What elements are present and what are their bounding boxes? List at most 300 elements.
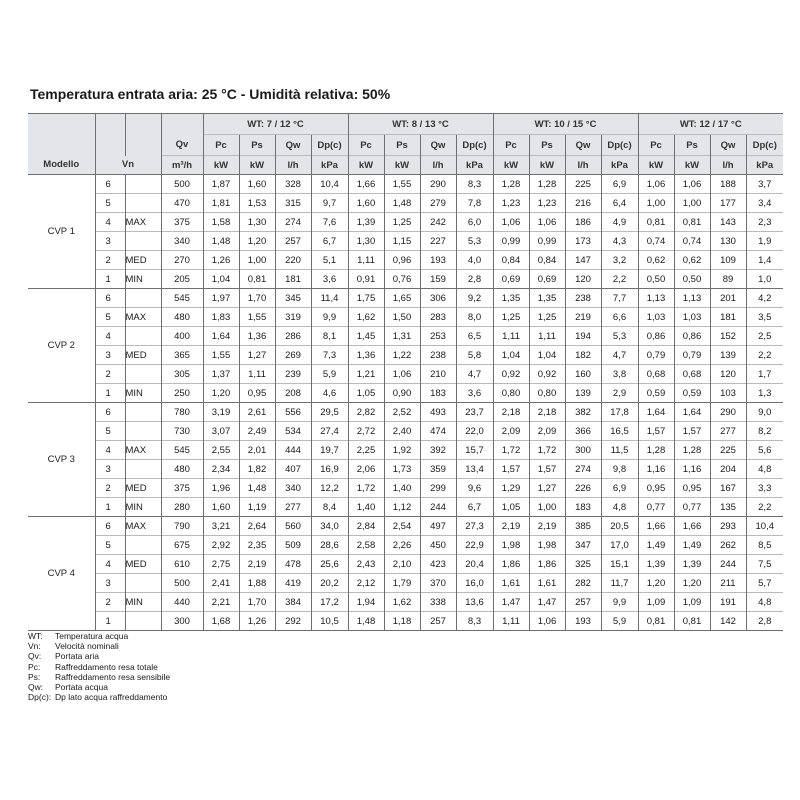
cell-value: 2,72 [348, 422, 384, 441]
cell-value: 450 [420, 536, 456, 555]
cell-value: 1,64 [203, 327, 239, 346]
cell-value: 283 [420, 308, 456, 327]
cell-value: 1,39 [348, 213, 384, 232]
legend-key: Ps: [28, 671, 41, 682]
speed-step: 2 [95, 479, 125, 498]
legend-item [28, 672, 170, 682]
cell-value: 3,21 [203, 517, 239, 536]
table-row [28, 308, 783, 327]
cell-value: 1,35 [493, 289, 529, 308]
cell-value: 160 [565, 365, 601, 384]
cell-value: 2,26 [384, 536, 420, 555]
cell-value: 16,0 [456, 574, 493, 593]
cell-value: 0,84 [493, 251, 529, 270]
cell-value: 29,5 [311, 403, 348, 422]
cell-value: 290 [710, 403, 746, 422]
cell-value: 1,70 [239, 289, 275, 308]
cell-value: 340 [275, 479, 311, 498]
cell-value: 11,7 [601, 574, 638, 593]
cell-value: 0,50 [638, 270, 674, 289]
cell-value: 9,9 [601, 593, 638, 612]
cell-value: 211 [710, 574, 746, 593]
table-row [28, 365, 783, 384]
cell-value: 1,48 [384, 194, 420, 213]
unit-kw: kW [529, 156, 565, 175]
cell-value: 181 [275, 270, 311, 289]
speed-label [125, 460, 161, 479]
cell-value: 1,88 [239, 574, 275, 593]
cell-value: 0,86 [638, 327, 674, 346]
cell-value: 109 [710, 251, 746, 270]
speed-step: 2 [95, 593, 125, 612]
cell-value: 1,03 [638, 308, 674, 327]
cell-value: 500 [161, 175, 203, 194]
cell-value: 193 [565, 612, 601, 631]
cell-value: 385 [565, 517, 601, 536]
cell-value: 444 [275, 441, 311, 460]
cell-value: 2,54 [384, 517, 420, 536]
cell-value: 1,61 [493, 574, 529, 593]
col-header-ps: Ps [529, 135, 565, 156]
col-header-ps: Ps [239, 135, 275, 156]
cell-value: 4,3 [601, 232, 638, 251]
cell-value: 2,82 [348, 403, 384, 422]
cell-value: 1,50 [384, 308, 420, 327]
cell-value: 500 [161, 574, 203, 593]
cell-value: 0,81 [638, 612, 674, 631]
speed-label: MED [125, 555, 161, 574]
cell-value: 1,06 [493, 213, 529, 232]
cell-value: 2,84 [348, 517, 384, 536]
cell-value: 1,64 [638, 403, 674, 422]
cell-value: 730 [161, 422, 203, 441]
cell-value: 242 [420, 213, 456, 232]
cell-value: 1,05 [493, 498, 529, 517]
cell-value: 0,79 [638, 346, 674, 365]
cell-value: 9,8 [601, 460, 638, 479]
cell-value: 177 [710, 194, 746, 213]
cell-value: 3,6 [311, 270, 348, 289]
cell-value: 1,04 [203, 270, 239, 289]
table-row [28, 384, 783, 403]
speed-step: 6 [95, 175, 125, 194]
cell-value: 1,72 [348, 479, 384, 498]
unit-kw: kW [239, 156, 275, 175]
legend-key: Qv: [28, 651, 42, 662]
cell-value: 382 [565, 403, 601, 422]
cell-value: 1,83 [203, 308, 239, 327]
cell-value: 143 [710, 213, 746, 232]
cell-value: 1,30 [239, 213, 275, 232]
cell-value: 274 [565, 460, 601, 479]
cell-value: 1,75 [348, 289, 384, 308]
cell-value: 1,11 [529, 327, 565, 346]
speed-label: MAX [125, 308, 161, 327]
legend-item [28, 692, 170, 702]
cell-value: 0,62 [638, 251, 674, 270]
speed-step: 5 [95, 422, 125, 441]
cell-value: 293 [710, 517, 746, 536]
table-row [28, 593, 783, 612]
table-row [28, 270, 783, 289]
cell-value: 89 [710, 270, 746, 289]
cell-value: 9,6 [456, 479, 493, 498]
cell-value: 2,19 [529, 517, 565, 536]
cell-value: 407 [275, 460, 311, 479]
model-name: CVP 1 [28, 175, 95, 289]
speed-label [125, 422, 161, 441]
unit-kpa: kPa [601, 156, 638, 175]
cell-value: 1,55 [203, 346, 239, 365]
cell-value: 1,09 [674, 593, 710, 612]
cell-value: 22,0 [456, 422, 493, 441]
cell-value: 2,8 [456, 270, 493, 289]
cell-value: 8,4 [311, 498, 348, 517]
speed-step: 3 [95, 460, 125, 479]
cell-value: 1,40 [348, 498, 384, 517]
cell-value: 9,9 [311, 308, 348, 327]
cell-value: 2,09 [493, 422, 529, 441]
unit-lh: l/h [710, 156, 746, 175]
cell-value: 300 [161, 612, 203, 631]
cell-value: 0,68 [674, 365, 710, 384]
speed-label [125, 612, 161, 631]
group-header-wt-8-13: WT: 8 / 13 °C [348, 114, 493, 135]
cell-value: 1,00 [529, 498, 565, 517]
cell-value: 2,2 [746, 498, 783, 517]
cell-value: 1,65 [384, 289, 420, 308]
speed-label [125, 536, 161, 555]
cell-value: 2,18 [529, 403, 565, 422]
cell-value: 1,16 [674, 460, 710, 479]
cell-value: 470 [161, 194, 203, 213]
cell-value: 345 [275, 289, 311, 308]
cell-value: 1,26 [203, 251, 239, 270]
table-row [28, 422, 783, 441]
cell-value: 4,9 [601, 213, 638, 232]
cell-value: 3,5 [746, 308, 783, 327]
unit-kw: kW [348, 156, 384, 175]
cell-value: 2,64 [239, 517, 275, 536]
cell-value: 9,0 [746, 403, 783, 422]
unit-lh: l/h [275, 156, 311, 175]
page-title: Temperatura entrata aria: 25 °C - Umidità relativa: 50% [30, 86, 391, 102]
cell-value: 1,62 [348, 308, 384, 327]
cell-value: 1,39 [638, 555, 674, 574]
cell-value: 1,20 [203, 384, 239, 403]
model-name: CVP 2 [28, 289, 95, 403]
cell-value: 384 [275, 593, 311, 612]
cell-value: 181 [710, 308, 746, 327]
table-row [28, 175, 783, 194]
cell-value: 182 [565, 346, 601, 365]
cell-value: 7,3 [311, 346, 348, 365]
cell-value: 300 [565, 441, 601, 460]
cell-value: 6,7 [311, 232, 348, 251]
unit-kw: kW [384, 156, 420, 175]
cell-value: 1,45 [348, 327, 384, 346]
cell-value: 1,31 [384, 327, 420, 346]
cell-value: 130 [710, 232, 746, 251]
cell-value: 440 [161, 593, 203, 612]
speed-label: MAX [125, 441, 161, 460]
speed-label: MAX [125, 213, 161, 232]
speed-label [125, 175, 161, 194]
cell-value: 201 [710, 289, 746, 308]
table-row [28, 536, 783, 555]
cell-value: 365 [161, 346, 203, 365]
speed-step: 5 [95, 308, 125, 327]
cell-value: 290 [420, 175, 456, 194]
cell-value: 0,80 [493, 384, 529, 403]
speed-step: 2 [95, 251, 125, 270]
speed-label [125, 365, 161, 384]
legend-key: Qw: [28, 682, 44, 693]
cell-value: 509 [275, 536, 311, 555]
cell-value: 370 [420, 574, 456, 593]
cell-value: 1,04 [529, 346, 565, 365]
cell-value: 1,36 [348, 346, 384, 365]
speed-step: 3 [95, 346, 125, 365]
cell-value: 10,4 [311, 175, 348, 194]
cell-value: 270 [161, 251, 203, 270]
col-header-qw: Qw [420, 135, 456, 156]
col-header-pc: Pc [638, 135, 674, 156]
cell-value: 1,9 [746, 232, 783, 251]
cell-value: 1,00 [239, 251, 275, 270]
cell-value: 15,1 [601, 555, 638, 574]
table-row [28, 403, 783, 422]
legend-text: Raffreddamento resa totale [55, 661, 158, 672]
cell-value: 20,2 [311, 574, 348, 593]
speed-step: 2 [95, 365, 125, 384]
cell-value: 6,9 [601, 175, 638, 194]
cell-value: 1,48 [239, 479, 275, 498]
qv-header: Qv [161, 135, 203, 156]
cell-value: 347 [565, 536, 601, 555]
col-header-qw: Qw [565, 135, 601, 156]
cell-value: 139 [565, 384, 601, 403]
cell-value: 1,49 [638, 536, 674, 555]
cell-value: 186 [565, 213, 601, 232]
cell-value: 2,06 [348, 460, 384, 479]
cell-value: 3,07 [203, 422, 239, 441]
cell-value: 4,8 [746, 593, 783, 612]
cell-value: 1,87 [203, 175, 239, 194]
cell-value: 2,52 [384, 403, 420, 422]
cell-value: 610 [161, 555, 203, 574]
cell-value: 1,57 [493, 460, 529, 479]
speed-label [125, 289, 161, 308]
cell-value: 1,68 [203, 612, 239, 631]
cell-value: 0,68 [638, 365, 674, 384]
cell-value: 375 [161, 479, 203, 498]
speed-step: 6 [95, 403, 125, 422]
unit-kw: kW [493, 156, 529, 175]
cell-value: 1,55 [239, 308, 275, 327]
cell-value: 1,11 [493, 612, 529, 631]
cell-value: 262 [710, 536, 746, 555]
speed-step: 4 [95, 327, 125, 346]
cell-value: 0,99 [529, 232, 565, 251]
cell-value: 34,0 [311, 517, 348, 536]
cell-value: 19,7 [311, 441, 348, 460]
cell-value: 0,86 [674, 327, 710, 346]
table-row [28, 555, 783, 574]
cell-value: 3,4 [746, 194, 783, 213]
cell-value: 545 [161, 441, 203, 460]
speed-step: 4 [95, 441, 125, 460]
legend-item [28, 631, 170, 641]
cell-value: 478 [275, 555, 311, 574]
cell-value: 4,2 [746, 289, 783, 308]
speed-step: 4 [95, 555, 125, 574]
cell-value: 1,11 [239, 365, 275, 384]
speed-step: 1 [95, 498, 125, 517]
cell-value: 2,34 [203, 460, 239, 479]
cell-value: 8,2 [746, 422, 783, 441]
speed-step: 1 [95, 612, 125, 631]
cell-value: 780 [161, 403, 203, 422]
cell-value: 13,4 [456, 460, 493, 479]
cell-value: 204 [710, 460, 746, 479]
cell-value: 0,81 [674, 213, 710, 232]
legend-item [28, 641, 170, 651]
cell-value: 1,60 [239, 175, 275, 194]
cell-value: 1,03 [674, 308, 710, 327]
cell-value: 1,94 [348, 593, 384, 612]
cell-value: 279 [420, 194, 456, 213]
cell-value: 0,91 [348, 270, 384, 289]
cell-value: 1,22 [384, 346, 420, 365]
cell-value: 10,5 [311, 612, 348, 631]
cell-value: 5,1 [311, 251, 348, 270]
legend-key: Vn: [28, 641, 41, 652]
cell-value: 0,84 [529, 251, 565, 270]
cell-value: 292 [275, 612, 311, 631]
cell-value: 1,06 [529, 213, 565, 232]
cell-value: 1,86 [529, 555, 565, 574]
cell-value: 5,7 [746, 574, 783, 593]
cell-value: 282 [565, 574, 601, 593]
table-body [28, 175, 783, 631]
col-header-qw: Qw [275, 135, 311, 156]
cell-value: 167 [710, 479, 746, 498]
cell-value: 1,20 [674, 574, 710, 593]
cell-value: 2,55 [203, 441, 239, 460]
table-row [28, 479, 783, 498]
cell-value: 1,98 [529, 536, 565, 555]
cell-value: 2,21 [203, 593, 239, 612]
cell-value: 1,86 [493, 555, 529, 574]
cell-value: 2,75 [203, 555, 239, 574]
speed-step: 5 [95, 194, 125, 213]
cell-value: 1,72 [493, 441, 529, 460]
cell-value: 8,0 [456, 308, 493, 327]
model-name: CVP 4 [28, 517, 95, 631]
cell-value: 0,74 [638, 232, 674, 251]
cell-value: 17,0 [601, 536, 638, 555]
cell-value: 1,64 [674, 403, 710, 422]
cell-value: 1,27 [529, 479, 565, 498]
table-row [28, 517, 783, 536]
cell-value: 7,6 [311, 213, 348, 232]
cell-value: 1,00 [638, 194, 674, 213]
cell-value: 2,5 [746, 327, 783, 346]
cell-value: 238 [565, 289, 601, 308]
cell-value: 1,57 [638, 422, 674, 441]
cell-value: 0,90 [384, 384, 420, 403]
cell-value: 1,15 [384, 232, 420, 251]
cell-value: 25,6 [311, 555, 348, 574]
cell-value: 22,9 [456, 536, 493, 555]
cell-value: 1,00 [674, 194, 710, 213]
cell-value: 20,5 [601, 517, 638, 536]
cell-value: 8,5 [746, 536, 783, 555]
cell-value: 5,3 [601, 327, 638, 346]
cell-value: 0,80 [529, 384, 565, 403]
cell-value: 2,9 [601, 384, 638, 403]
cell-value: 6,5 [456, 327, 493, 346]
cell-value: 1,60 [348, 194, 384, 213]
cell-value: 6,7 [456, 498, 493, 517]
cell-value: 5,9 [311, 365, 348, 384]
cell-value: 0,81 [674, 612, 710, 631]
group-header-wt-7-12: WT: 7 / 12 °C [203, 114, 348, 135]
cell-value: 1,06 [674, 175, 710, 194]
cell-value: 8,1 [311, 327, 348, 346]
unit-kpa: kPa [311, 156, 348, 175]
cell-value: 0,95 [674, 479, 710, 498]
cell-value: 2,49 [239, 422, 275, 441]
speed-step: 5 [95, 536, 125, 555]
cell-value: 0,92 [529, 365, 565, 384]
unit-lh: l/h [420, 156, 456, 175]
cell-value: 0,95 [638, 479, 674, 498]
cell-value: 1,40 [384, 479, 420, 498]
cell-value: 480 [161, 308, 203, 327]
performance-table [28, 113, 783, 631]
unit-lh: l/h [565, 156, 601, 175]
cell-value: 1,20 [638, 574, 674, 593]
legend-item [28, 662, 170, 672]
cell-value: 480 [161, 460, 203, 479]
cell-value: 1,62 [384, 593, 420, 612]
cell-value: 3,19 [203, 403, 239, 422]
cell-value: 1,66 [638, 517, 674, 536]
cell-value: 1,25 [493, 308, 529, 327]
cell-value: 1,81 [203, 194, 239, 213]
cell-value: 1,28 [638, 441, 674, 460]
cell-value: 1,70 [239, 593, 275, 612]
speed-label [125, 194, 161, 213]
unit-kw: kW [638, 156, 674, 175]
table-row [28, 251, 783, 270]
col-header-pc: Pc [348, 135, 384, 156]
cell-value: 1,57 [674, 422, 710, 441]
cell-value: 2,19 [239, 555, 275, 574]
speed-label: MIN [125, 384, 161, 403]
cell-value: 0,74 [674, 232, 710, 251]
cell-value: 2,3 [746, 213, 783, 232]
cell-value: 257 [275, 232, 311, 251]
cell-value: 191 [710, 593, 746, 612]
legend-text: Velocità nominali [55, 641, 119, 652]
cell-value: 1,37 [203, 365, 239, 384]
cell-value: 497 [420, 517, 456, 536]
cell-value: 2,01 [239, 441, 275, 460]
cell-value: 1,97 [203, 289, 239, 308]
